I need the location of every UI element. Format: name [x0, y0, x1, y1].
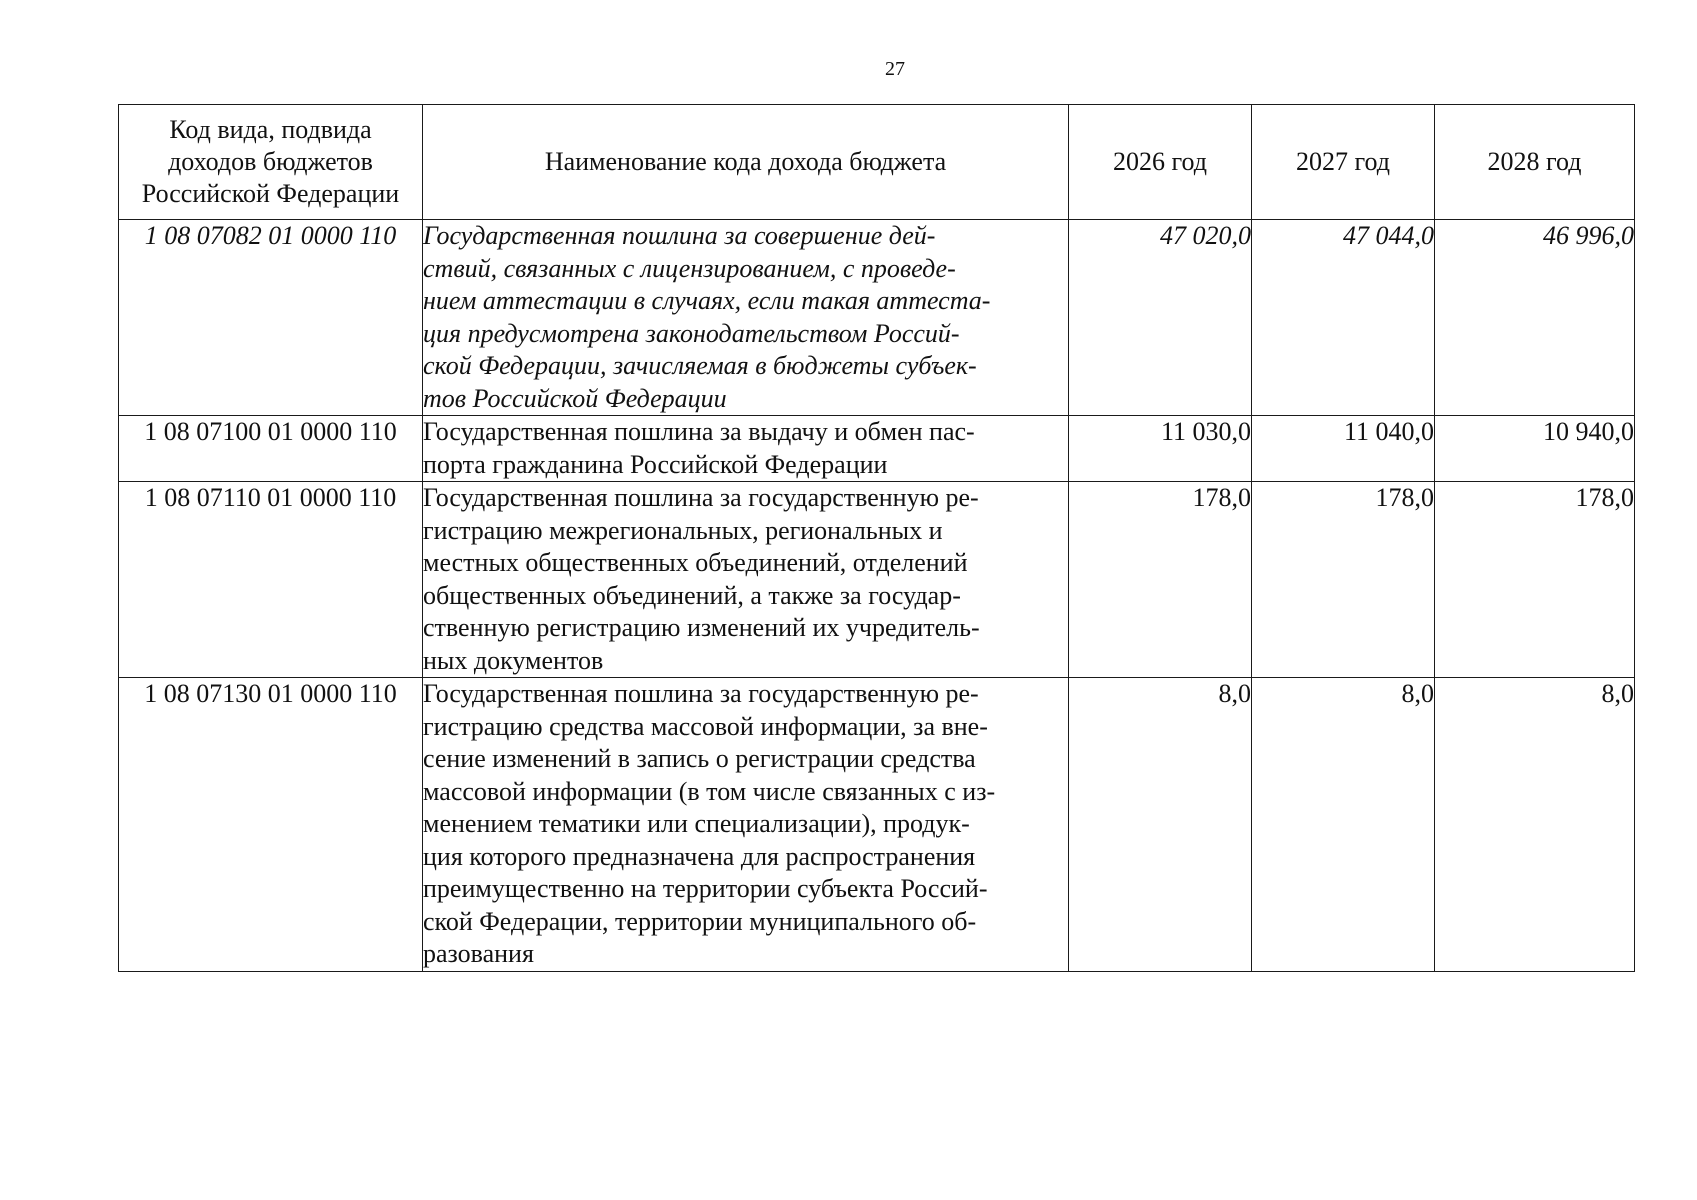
revenue-name — [423, 220, 1069, 416]
amount-2026: 178,0 — [1069, 482, 1252, 678]
revenue-name-line: нием аттестации в случаях, если такая аттеста- — [423, 286, 991, 315]
revenue-name-line: Государственная пошлина за выдачу и обмен пас- — [423, 417, 975, 446]
revenue-name-line: общественных объединений, а также за государ- — [423, 580, 961, 610]
table-header-row — [119, 105, 1635, 220]
table-row — [119, 482, 1635, 678]
revenue-code: 1 08 07130 01 0000 110 — [119, 678, 423, 972]
amount-2028: 178,0 — [1435, 482, 1635, 678]
revenue-name-line: местных общественных объединений, отделений — [423, 548, 968, 577]
revenue-name-line: ствий, связанных с лицензированием, с проведе- — [423, 253, 956, 283]
revenue-name-line: ской Федерации, территории муниципального об- — [423, 906, 977, 936]
revenue-name-line: тов Российской Федерации — [423, 383, 727, 413]
amount-2027: 178,0 — [1252, 482, 1435, 678]
header-2027: 2027 год — [1252, 105, 1435, 220]
revenue-name-line: преимущественно на территории субъекта Россий- — [423, 874, 988, 903]
revenue-name-line: ственную регистрацию изменений их учредитель- — [423, 613, 980, 642]
revenue-name-line: ция предусмотрена законодательством Россий- — [423, 318, 960, 348]
revenue-code: 1 08 07082 01 0000 110 — [119, 220, 423, 416]
header-2026: 2026 год — [1069, 105, 1252, 220]
revenue-name — [423, 482, 1069, 678]
page-number: 27 — [885, 58, 905, 80]
revenue-name-line: ской Федерации, зачисляемая в бюджеты субъек- — [423, 351, 977, 380]
revenue-name-line: массовой информации (в том числе связанных с из- — [423, 776, 996, 806]
table-row — [119, 678, 1635, 972]
budget-revenue-table — [118, 104, 1635, 972]
revenue-name-line: Государственная пошлина за государственную ре- — [423, 483, 979, 512]
revenue-name — [423, 678, 1069, 972]
revenue-name-line: сение изменений в запись о регистрации средства — [423, 744, 976, 773]
revenue-name-line: ция которого предназначена для распространения — [423, 841, 976, 871]
table-body — [119, 220, 1635, 972]
revenue-code: 1 08 07110 01 0000 110 — [119, 482, 423, 678]
revenue-name-line: Государственная пошлина за государственную ре- — [423, 679, 979, 708]
header-code: Код вида, подвида доходов бюджетов Российской Федерации — [119, 105, 423, 220]
amount-2026: 11 030,0 — [1069, 416, 1252, 482]
amount-2027: 47 044,0 — [1252, 220, 1435, 416]
amount-2028: 46 996,0 — [1435, 220, 1635, 416]
revenue-code: 1 08 07100 01 0000 110 — [119, 416, 423, 482]
amount-2028: 10 940,0 — [1435, 416, 1635, 482]
table-row — [119, 220, 1635, 416]
amount-2026: 8,0 — [1069, 678, 1252, 972]
revenue-name-line: порта гражданина Российской Федерации — [423, 449, 888, 479]
revenue-name-line: менением тематики или специализации), продук- — [423, 809, 970, 838]
amount-2027: 11 040,0 — [1252, 416, 1435, 482]
amount-2028: 8,0 — [1435, 678, 1635, 972]
revenue-name-line: гистрацию межрегиональных, региональных и — [423, 515, 943, 545]
table-row — [119, 416, 1635, 482]
revenue-name — [423, 416, 1069, 482]
amount-2027: 8,0 — [1252, 678, 1435, 972]
amount-2026: 47 020,0 — [1069, 220, 1252, 416]
revenue-name-line: разования — [423, 939, 534, 968]
header-name: Наименование кода дохода бюджета — [423, 105, 1069, 220]
header-2028: 2028 год — [1435, 105, 1635, 220]
revenue-name-line: Государственная пошлина за совершение дей- — [423, 221, 936, 250]
revenue-name-line: ных документов — [423, 645, 604, 675]
revenue-name-line: гистрацию средства массовой информации, за вне- — [423, 711, 988, 741]
